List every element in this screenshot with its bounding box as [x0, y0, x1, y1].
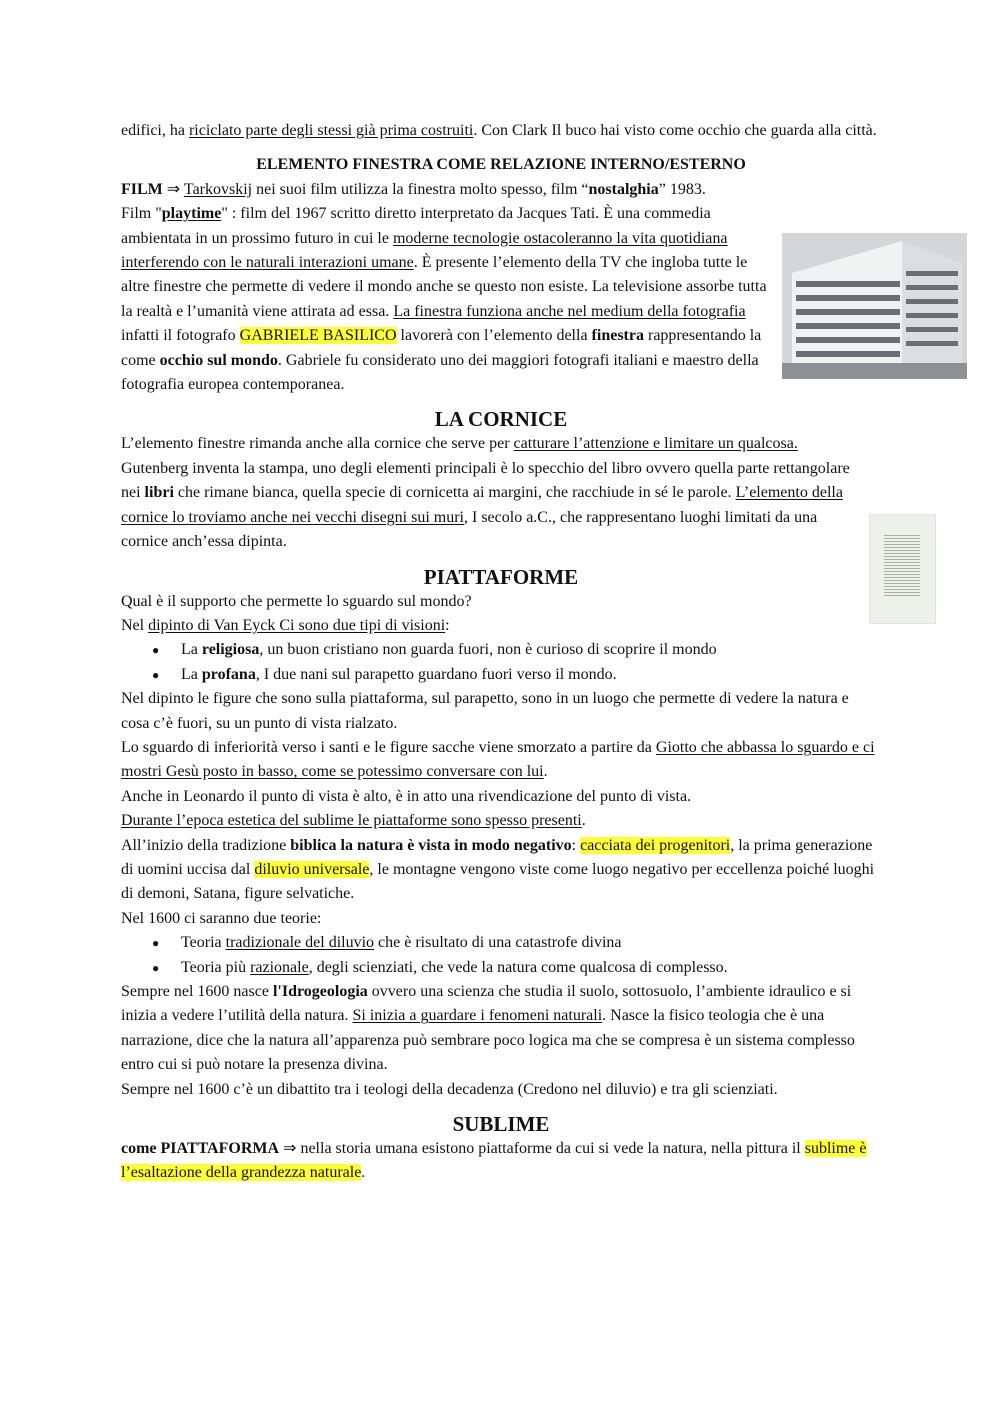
p_playtime-run: " : film del 1967 scritto diretto interpretato da Jacques Tati. È una commedia ambientata in un prossimo futuro in cui le	[121, 205, 711, 247]
p_biblica-run: diluvio universale	[254, 860, 370, 878]
p_biblica-run: :	[571, 836, 581, 854]
p_film-run: Tarkovskij	[183, 180, 253, 198]
p_film-run: nei suoi film utilizza la finestra molto spesso, film “	[252, 180, 589, 198]
list-item-run: profana	[201, 665, 256, 683]
p_playtime-run: GABRIELE BASILICO	[239, 327, 397, 345]
list-item-run: Teoria più	[181, 958, 251, 976]
p_dipinto-run: Nel dipinto le figure che sono sulla piattaforma, sul parapetto, sono in un luogo che permette di vedere la natura e cosa c’è fuori, su un punto di vista rialzato.	[121, 690, 849, 732]
p_cornice-run: L’elemento finestre rimanda anche alla cornice che serve per	[121, 435, 514, 453]
p_intro-run: riciclato parte degli stessi già prima costruiti	[188, 122, 474, 139]
p_biblica-run: cacciata dei progenitori	[580, 836, 731, 854]
list-item-run: , un buon cristiano non guarda fuori, non è curioso di scoprire il mondo	[259, 641, 717, 659]
p_sublime_epoca-run: .	[581, 812, 586, 830]
p_playtime-run: . Gabriele fu considerato uno dei maggiori fotografi italiani e maestro della fotografia europea contemporanea.	[121, 351, 759, 394]
p_cornice-run: Gutenberg inventa la stampa, uno degli elementi principali è lo specchio del libro ovvero quella parte rettangolare nei	[121, 459, 850, 502]
paragraph-intro	[121, 119, 881, 143]
list-visioni	[121, 638, 881, 687]
p_giotto-run: Giotto che abbassa lo sguardo e ci mostri Gesù posto in basso, come se potessimo conversare con lui	[121, 738, 875, 781]
p_biblica-run: All’inizio della tradizione	[121, 836, 291, 854]
paragraph-playtime	[121, 202, 773, 397]
paragraph-1600	[121, 907, 881, 931]
list-item	[121, 663, 881, 687]
p_cornice-run: , I secolo a.C., che rappresentano luoghi limitati da una cornice anch’essa dipinta.	[121, 508, 818, 551]
p_piattaforma-run: sublime è l’esaltazione della grandezza naturale	[121, 1140, 867, 1182]
p_biblica-run: , le montagne vengono viste come luogo negativo per eccellenza poiché luoghi di demoni, Satana, figure selvatiche.	[121, 860, 875, 903]
p_vaneyck-run: dipinto di Van Eyck Ci sono due tipi di visioni	[148, 616, 446, 634]
paragraph-piattaforma	[121, 1137, 881, 1186]
p_vaneyck-run: :	[445, 616, 450, 634]
p_playtime-run: lavorerà con l’elemento della	[396, 327, 592, 345]
list-item	[121, 931, 881, 955]
p_biblica-run: biblica la natura è vista in modo negativo	[290, 836, 572, 854]
p_cornice-run: libri	[144, 484, 174, 502]
p_vaneyck-run: Nel	[121, 616, 149, 634]
p_leonardo-run: Anche in Leonardo il punto di vista è alto, è in atto una rivendicazione del punto di vista.	[121, 787, 692, 805]
p_playtime-run: infatti il fotografo	[121, 327, 240, 345]
p_dibattito-run: Sempre nel 1600 c’è un dibattito tra i teologi della decadenza (Credono nel diluvio) e tra gli scienziati.	[121, 1080, 778, 1098]
paragraph-idrogeologia	[121, 980, 881, 1078]
paragraph-leonardo	[121, 785, 881, 809]
p_cornice-run: L’elemento della cornice lo troviamo anche nei vecchi disegni sui muri	[121, 484, 843, 526]
paragraph-cornice	[121, 432, 856, 554]
p_playtime-run: Film "	[121, 205, 162, 223]
heading-sublime: SUBLIME	[452, 1112, 550, 1137]
p_sublime_epoca-run: Durante l’epoca estetica del sublime le piattaforme sono spesso presenti	[121, 812, 582, 830]
list-item-run: , degli scienziati, che vede la natura come qualcosa di complesso.	[308, 958, 728, 976]
p_idrogeologia-run: Si inizia a guardare i fenomeni naturali	[352, 1007, 603, 1025]
p_playtime-run: playtime	[161, 205, 222, 223]
list-item-run: La	[181, 665, 202, 683]
list-item-run: , I due nani sul parapetto guardano fuori verso il mondo.	[255, 665, 617, 683]
p_intro-run: . Con Clark Il buco hai visto come occhio che guarda alla città.	[473, 122, 877, 139]
list-item-run: Teoria	[181, 934, 226, 952]
p_film-run: FILM	[121, 180, 163, 198]
p_playtime-run: La finestra funziona anche nel medium della fotografia	[393, 302, 746, 320]
paragraph-supporto	[121, 590, 881, 614]
paragraph-dipinto	[121, 687, 881, 736]
p_film-run: nostalghia	[588, 180, 659, 198]
p_cornice-run: catturare l’attenzione e limitare un qualcosa.	[513, 435, 798, 453]
heading-piattaforme: PIATTAFORME	[423, 564, 579, 589]
list-item-run: che è risultato di una catastrofe divina	[374, 934, 622, 952]
document-page	[121, 119, 881, 1186]
p_film-run: ” 1983.	[658, 180, 706, 198]
paragraph-sublime-epoca	[121, 809, 881, 833]
p_supporto-run: Qual è il supporto che permette lo sguardo sul mondo?	[121, 592, 472, 610]
p_idrogeologia-run: Sempre nel 1600 nasce	[121, 983, 273, 1000]
paragraph-dibattito	[121, 1078, 881, 1102]
list-item-run: religiosa	[201, 641, 260, 659]
p_piattaforma-run: .	[361, 1164, 366, 1182]
p_biblica-run: , la prima generazione di uomini uccisa dal	[121, 836, 873, 878]
p_cornice-run: che rimane bianca, quella specie di cornicetta ai margini, che racchiude in sé le parole.	[173, 484, 736, 502]
p_playtime-run: finestra	[591, 327, 644, 345]
p_giotto-run: .	[543, 763, 548, 781]
p_1600-run: Nel 1600 ci saranno due teorie:	[121, 909, 322, 927]
list-item	[121, 638, 881, 662]
list-teorie	[121, 931, 881, 980]
list-item-run: razionale	[250, 958, 309, 976]
list-item	[121, 956, 881, 980]
p_film-run: ⇒	[162, 180, 184, 198]
p_playtime-run: occhio sul mondo	[159, 351, 278, 369]
p_idrogeologia-run: l'Idrogeologia	[272, 983, 368, 1000]
p_intro-run: edifici, ha	[121, 122, 189, 139]
heading-finestra: ELEMENTO FINESTRA COME RELAZIONE INTERNO/ESTERNO	[256, 156, 746, 174]
p_idrogeologia-run: ovvero una scienza che studia il suolo, sottosuolo, l’ambiente idraulico e si inizia a vedere l’utilità della natura.	[121, 983, 852, 1025]
p_piattaforma-run: ⇒ nella storia umana esistono piattaforme da cui si vede la natura, nella pittura il	[279, 1140, 805, 1158]
paragraph-vaneyck	[121, 614, 881, 638]
p_piattaforma-run: come PIATTAFORMA	[121, 1140, 280, 1158]
paragraph-biblica	[121, 834, 881, 907]
paragraph-film	[121, 178, 773, 202]
heading-cornice: LA CORNICE	[434, 407, 568, 432]
paragraph-giotto	[121, 736, 881, 785]
list-item-run: La	[181, 641, 202, 659]
p_giotto-run: Lo sguardo di inferiorità verso i santi e le figure sacche viene smorzato a partire da	[121, 738, 656, 756]
p_idrogeologia-run: . Nasce la fisico teologia che è una narrazione, dice che la natura all’apparenza può sembrare poco logica ma che se compresa è un sistema complesso entro cui si può notare la presenza divina.	[121, 1007, 855, 1074]
p_playtime-run: . È presente l’elemento della TV che ingloba tutte le altre finestre che permette di vedere il mondo anche se questo non esiste. La televisione assorbe tutta la realtà e l’umanità viene attirata ad essa.	[121, 254, 767, 320]
p_playtime-run: moderne tecnologie ostacoleranno la vita quotidiana interferendo con le naturali interazioni umane	[121, 229, 728, 272]
list-item-run: tradizionale del diluvio	[225, 934, 375, 952]
p_playtime-run: rappresentando la come	[121, 327, 762, 369]
